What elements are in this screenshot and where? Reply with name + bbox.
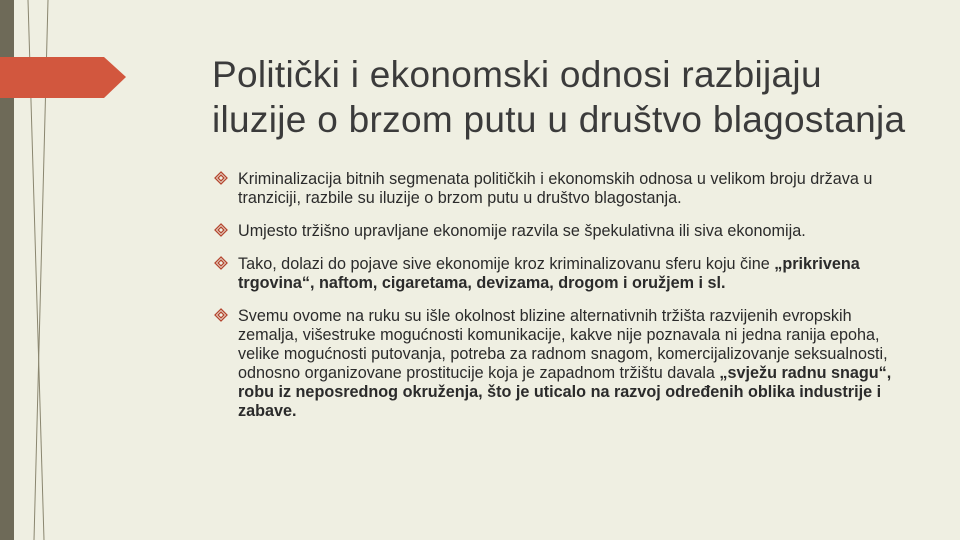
diamond-bullet-icon [214, 256, 228, 270]
bullet-text: Svemu ovome na ruku su išle okolnost blizine alternativnih tržišta razvijenih evropskih zemalja, višestruke mogućnosti komunikacije, kakve nije poznavala ni jedna ranija epoha, velike mogućnosti putovanja, potreba za radnom snagom, komercijalizovanje seksualnosti, odnosno organizovane prostitucije koja je zapadnom tržištu davala [238, 307, 888, 382]
diamond-bullet-icon [214, 308, 228, 322]
bullet-item [214, 255, 894, 293]
bullet-item [214, 307, 894, 421]
bullet-text-bold: „svježu radnu snagu“, robu iz neposrednog okruženja, što je uticalo na razvoj određenih oblika industrije i zabave. [238, 364, 892, 420]
bullet-list [214, 170, 894, 421]
diamond-bullet-icon [214, 171, 228, 185]
bullet-text: Kriminalizacija bitnih segmenata političkih i ekonomskih odnosa u velikom broju država u tranziciji, razbile su iluzije o brzom putu u društvo blagostanja. [238, 170, 873, 207]
bullet-text: Tako, dolazi do pojave sive ekonomije kroz kriminalizovanu sferu koju čine [238, 255, 775, 273]
bullet-text-bold: „prikrivena trgovina“, naftom, cigaretama, devizama, drogom i oružjem i sl. [238, 255, 860, 292]
diamond-bullet-icon [214, 223, 228, 237]
bullet-item [214, 170, 894, 208]
bullet-item [214, 222, 894, 241]
title-accent-arrow [0, 57, 126, 98]
slide-title: Politički i ekonomski odnosi razbijaju iluzije o brzom putu u društvo blagostanja [212, 54, 906, 140]
bullet-text: Umjesto tržišno upravljane ekonomije razvila se špekulativna ili siva ekonomija. [238, 222, 806, 240]
